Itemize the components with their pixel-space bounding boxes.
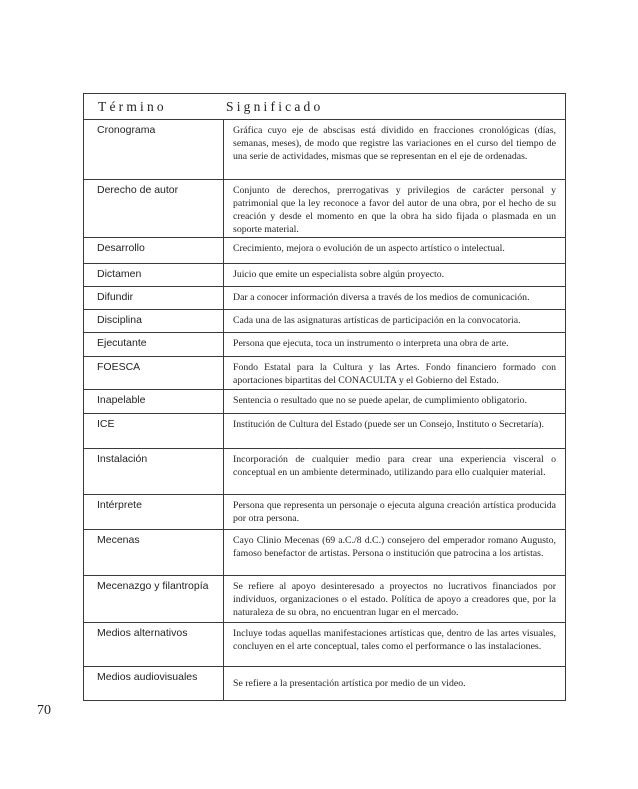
definition-cell: Crecimiento, mejora o evolución de un aspecto artístico o intelectual.	[233, 243, 505, 254]
table-row	[84, 449, 565, 495]
term-cell: Ejecutante	[84, 333, 224, 356]
term-cell: Derecho de autor	[84, 180, 224, 237]
table-row	[84, 414, 565, 449]
definition-cell: Incluye todas aquellas manifestaciones artísticas que, dentro de las artes visuales, concluyen en el arte conceptual, tales como el performance o las instalaciones.	[233, 628, 556, 652]
definition-cell: Cayo Clinio Mecenas (69 a.C./8 d.C.) consejero del emperador romano Augusto, famoso benefactor de artistas. Persona o institución que patrocina a los artistas.	[233, 535, 556, 559]
table-row	[84, 576, 565, 623]
term-cell: Instalación	[84, 449, 224, 494]
table-header	[84, 94, 565, 120]
definition-cell: Sentencia o resultado que no se puede apelar, de cumplimiento obligatorio.	[233, 395, 527, 406]
definition-cell: Persona que representa un personaje o ejecuta alguna creación artística producida por otra persona.	[233, 500, 556, 524]
term-cell: FOESCA	[84, 357, 224, 389]
definition-cell: Fondo Estatal para la Cultura y las Artes. Fondo financiero formado con aportaciones bipartitas del CONACULTA y el Gobierno del Estado.	[233, 362, 556, 386]
table-row	[84, 287, 565, 310]
table-row	[84, 390, 565, 414]
table-row	[84, 357, 565, 390]
definition-cell: Conjunto de derechos, prerrogativas y privilegios de carácter personal y patrimonial que la ley reconoce a favor del autor de una obra, por el hecho de su creación y desde el momento en que la obra ha sido fijada o plasmada en un soporte material.	[233, 185, 556, 235]
definition-cell: Cada una de las asignaturas artísticas de participación en la convocatoria.	[233, 315, 521, 326]
table-row	[84, 623, 565, 667]
definition-cell: Incorporación de cualquier medio para crear una experiencia visceral o conceptual en un ambiente determinado, utilizando para ello cualquier material.	[233, 454, 556, 478]
table-row	[84, 333, 565, 357]
table-row	[84, 264, 565, 287]
term-cell: Medios alternativos	[84, 623, 224, 666]
term-cell: Desarrollo	[84, 238, 224, 263]
table-row	[84, 180, 565, 238]
term-cell: Dictamen	[84, 264, 224, 286]
term-cell: Mecenazgo y filantropía	[84, 576, 224, 622]
term-cell: Intérprete	[84, 495, 224, 529]
header-definition: Significado	[226, 98, 324, 114]
table-row	[84, 310, 565, 333]
term-cell: Disciplina	[84, 310, 224, 332]
term-cell: Difundir	[84, 287, 224, 309]
page-number: 70	[37, 703, 51, 718]
term-cell: ICE	[84, 414, 224, 448]
definition-cell: Se refiere a la presentación artística por medio de un video.	[233, 678, 466, 689]
term-cell: Inapelable	[84, 390, 224, 413]
definition-cell: Dar a conocer información diversa a través de los medios de comunicación.	[233, 292, 530, 303]
definition-cell: Se refiere al apoyo desinteresado a proyectos no lucrativos financiados por individuos, organizaciones o el estado. Política de apoyo a creadores que, por la naturaleza de su obra, no encuentran lugar en el mercado.	[233, 581, 556, 618]
header-term: Término	[98, 98, 167, 114]
term-cell: Mecenas	[84, 530, 224, 575]
table-row	[84, 667, 565, 701]
table-row	[84, 530, 565, 576]
table-row	[84, 238, 565, 264]
term-cell: Medios audiovisuales	[84, 667, 224, 700]
table-row	[84, 495, 565, 530]
table-row	[84, 120, 565, 180]
definition-cell: Persona que ejecuta, toca un instrumento o interpreta una obra de arte.	[233, 338, 509, 349]
definition-cell: Gráfica cuyo eje de abscisas está dividido en fracciones cronológicas (días, semanas, meses), de modo que registre las variaciones en el curso del tiempo de una serie de actividades, mismas que se representan en el eje de ordenadas.	[233, 125, 556, 162]
glossary-table	[83, 93, 566, 701]
term-cell: Cronograma	[84, 120, 224, 179]
definition-cell: Institución de Cultura del Estado (puede ser un Consejo, Instituto o Secretaría).	[233, 419, 544, 430]
definition-cell: Juicio que emite un especialista sobre algún proyecto.	[233, 269, 445, 280]
